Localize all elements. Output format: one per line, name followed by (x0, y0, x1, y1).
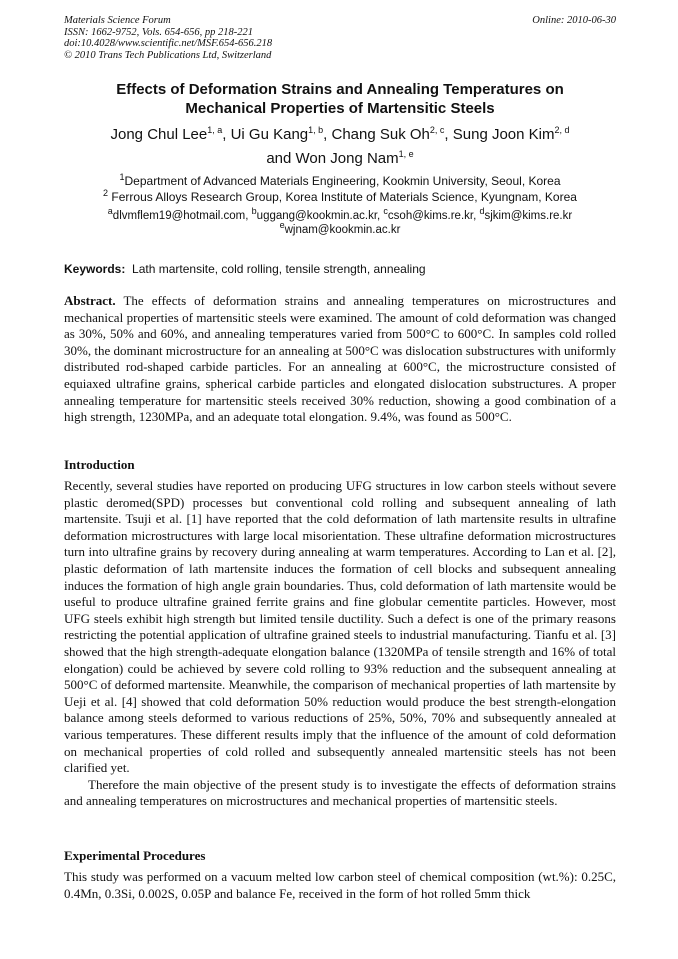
introduction-paragraph-1: Recently, several studies have reported on producing UFG structures in low carbon steels without severe plastic deromed(SPD) processes but conventional cold rolling and subsequent annealing of lath martensite. Tsuji et al. [1] have reported that the cold deformation of lath martensite results in ultrafine deformation microstructures with large local misorientation. These ultrafine deformation microstructures turn into ultrafine grains by recovery during annealing at warm temperatures. According to Lan et al. [2], plastic deformation of lath martensite induces the formation of cell blocks and subsequent annealing induces the formation of high angle grain boundaries. Thus, cold deformation of lath martensite would be useful to produce ultrafine grained ferrite grains and fine globular cementite particles. However, most UFG steels exhibit high strength but limited tensile ductility. Such a defect is one of the primary reasons restricting the potential application of ultrafine grained steels to industrial manufacturing. Tianfu et al. [3] showed that the high strength-adequate elongation balance (1320MPa of tensile strength and 16% of total elongation) could be achieved by severe cold rolling to 93% reduction and the subsequent annealing at 500°C of deformed martensite. Meanwhile, the comparison of mechanical properties of lath martensite by Ueji et al. [4] showed that cold deformation 50% reduction would produce the best strength-elongation balance among steels deformed to various reductions of 25%, 50%, 70% and subsequently annealed at various temperatures. These different results imply that the influence of the amount of cold deformation on mechanical properties of cold rolled and subsequently annealed martensitic steels has not been clarified yet. (64, 478, 616, 776)
email-mark: a (107, 206, 113, 217)
author-name: and Won Jong Nam (266, 150, 399, 167)
introduction-body (64, 478, 616, 810)
email-mark: b (251, 206, 257, 217)
affiliation-number: 1 (119, 172, 125, 182)
email-mark: d (479, 206, 485, 217)
paper-title (64, 80, 616, 118)
affiliation-text: Department of Advanced Materials Engineering, Kookmin University, Seoul, Korea (124, 174, 561, 188)
author-affiliation-mark: 1, a (207, 125, 223, 135)
journal-name: Materials Science Forum (64, 15, 171, 26)
email-mark: c (383, 206, 388, 217)
keywords-text: Lath martensite, cold rolling, tensile strength, annealing (125, 262, 426, 276)
affiliation-text: Ferrous Alloys Research Group, Korea Institute of Materials Science, Kyungnam, Korea (108, 190, 577, 204)
copyright-line: © 2010 Trans Tech Publications Ltd, Switzerland (64, 49, 272, 61)
author-name: Jong Chul Lee (110, 126, 208, 143)
keywords (64, 262, 616, 277)
author-affiliation-mark: 1, e (398, 149, 414, 159)
author-affiliation-mark: 1, b (308, 125, 324, 135)
affiliation-2 (64, 189, 616, 205)
online-date: Online: 2010-06-30 (532, 15, 616, 26)
abstract (64, 293, 616, 426)
affiliations (64, 173, 616, 205)
title-line-2: Mechanical Properties of Martensitic Steels (185, 100, 495, 117)
affiliation-number: 2 (103, 188, 109, 198)
abstract-label: Abstract. (64, 293, 116, 308)
author-name: , Chang Suk Oh (323, 126, 430, 143)
introduction-heading: Introduction (64, 457, 135, 472)
email-link[interactable]: sjkim@kims.re.kr (484, 210, 573, 222)
emails-line-1 (64, 206, 616, 223)
authors-line-1 (64, 123, 616, 147)
journal-header (64, 15, 616, 61)
author-emails (64, 206, 616, 237)
email-link[interactable]: csoh@kims.re.kr, (387, 210, 480, 222)
affiliation-1 (64, 173, 616, 189)
doi-line: doi:10.4028/www.scientific.net/MSF.654-656.218 (64, 38, 273, 49)
email-link[interactable]: wjnam@kookmin.ac.kr (284, 224, 401, 236)
author-affiliation-mark: 2, d (554, 125, 570, 135)
author-affiliation-mark: 2, c (429, 125, 445, 135)
email-link[interactable]: dlvmflem19@hotmail.com, (112, 210, 252, 222)
experimental-heading: Experimental Procedures (64, 848, 206, 863)
keywords-label: Keywords: (64, 262, 126, 276)
title-line-1: Effects of Deformation Strains and Annealing Temperatures on (116, 81, 564, 98)
author-list (64, 123, 616, 171)
issn-line: ISSN: 1662-9752, Vols. 654-656, pp 218-221 (64, 26, 253, 38)
authors-line-2 (64, 147, 616, 171)
abstract-text: The effects of deformation strains and annealing temperatures on microstructures and mechanical properties of martensitic steels were examined. The amount of cold deformation was changed as 30%, 50% and 60%, and annealing temperatures varied from 500°C to 600°C. In samples cold rolled 30%, the dominant microstructure for an annealing at 500°C was dislocation substructures with uniformly distributed rod-shaped carbide particles. For an annealing at 600°C, the microstructure consisted of equiaxed ultrafine grains, spherical carbide particles and elongated dislocation substructures. A proper annealing temperature for martensitic steels received 30% reduction, showing a good combination of a high strength, 1230MPa, and an adequate total elongation. 9.4%, was found as 500°C. (64, 293, 616, 425)
email-mark: e (279, 220, 285, 231)
experimental-paragraph: This study was performed on a vacuum melted low carbon steel of chemical composition (wt.%): 0.25C, 0.4Mn, 0.3Si, 0.002S, 0.05P and balance Fe, received in the form of hot rolled 5mm thick (64, 869, 616, 901)
author-name: , Sung Joon Kim (444, 126, 555, 143)
emails-line-2 (64, 220, 616, 237)
introduction-paragraph-2: Therefore the main objective of the present study is to investigate the effects of deformation strains and annealing temperatures on microstructures and mechanical properties of martensitic steels. (64, 776, 616, 809)
email-link[interactable]: uggang@kookmin.ac.kr, (256, 210, 384, 222)
author-name: , Ui Gu Kang (222, 126, 309, 143)
